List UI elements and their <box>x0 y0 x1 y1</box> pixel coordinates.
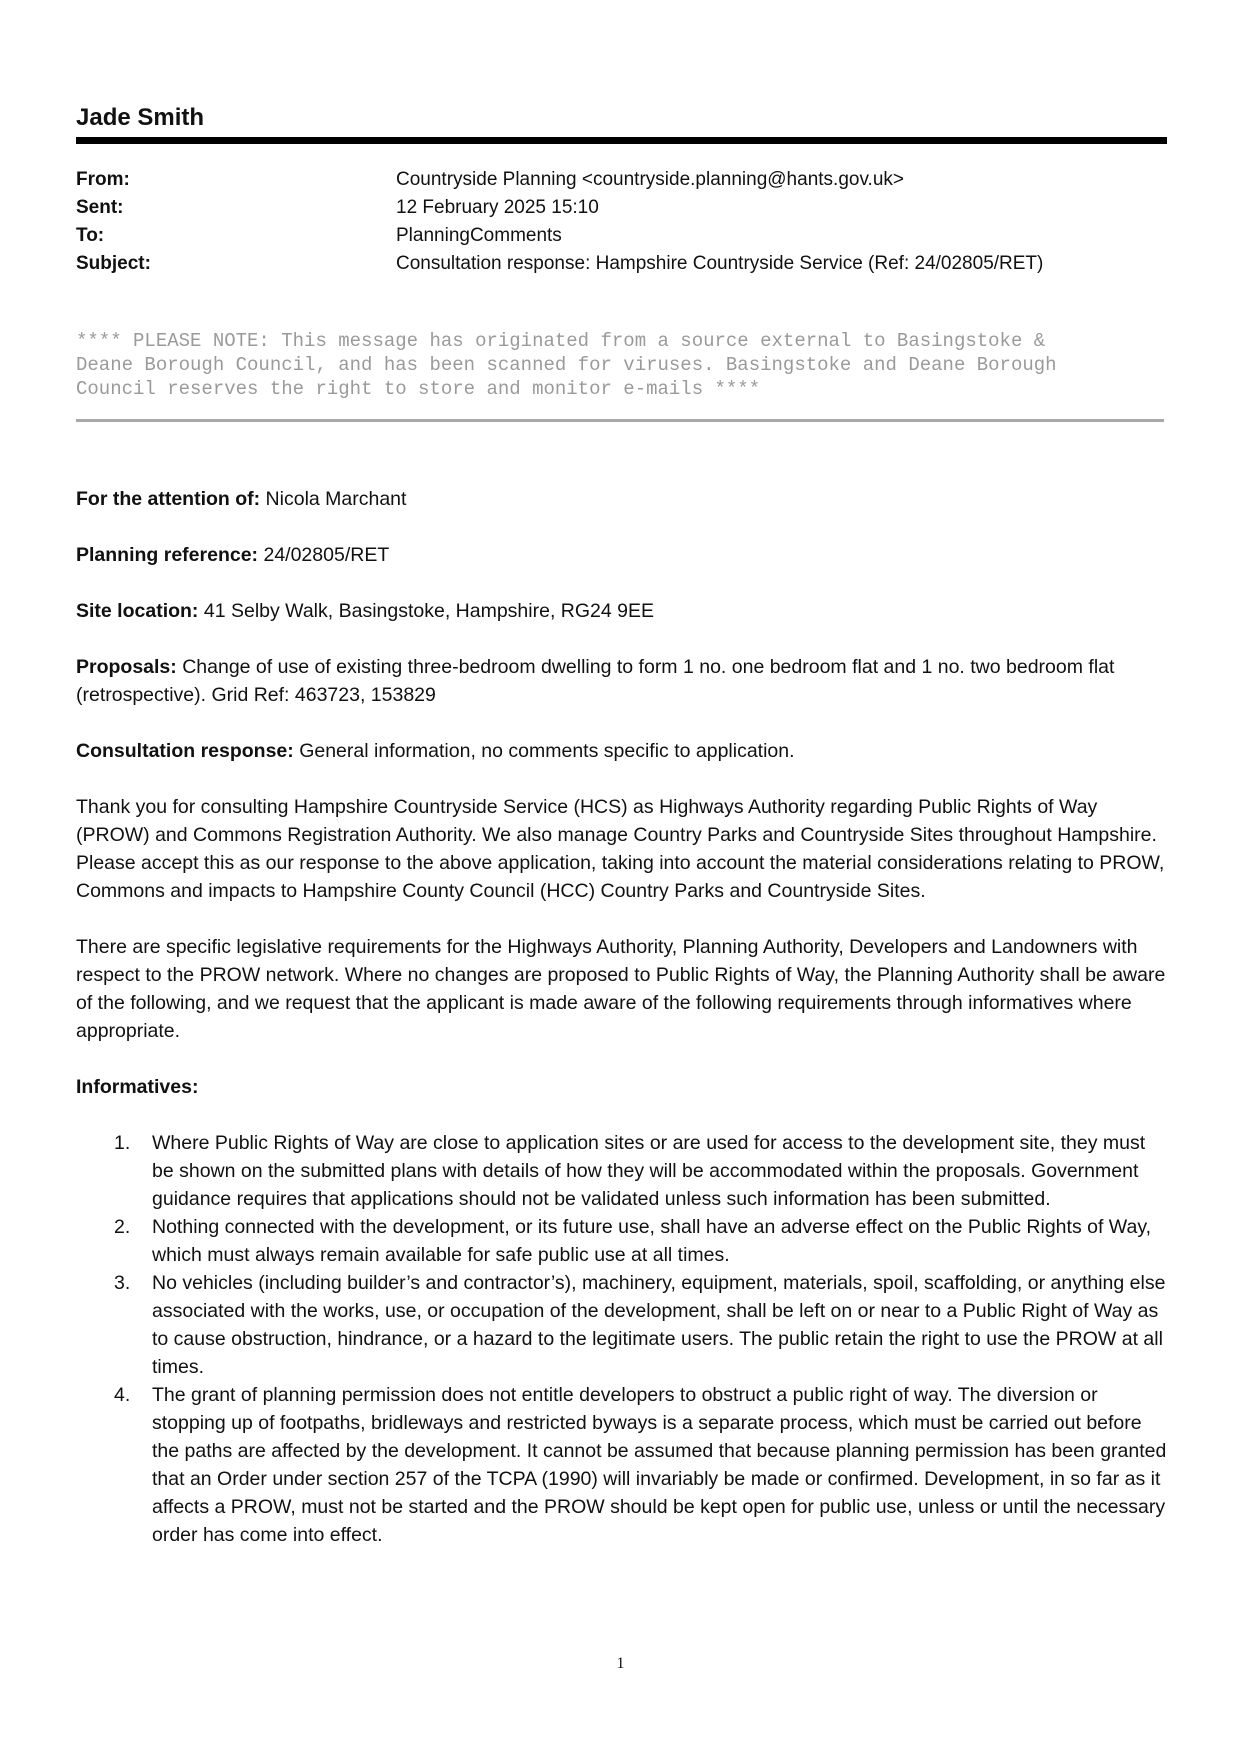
from-row <box>76 166 1176 194</box>
external-email-notice: **** PLEASE NOTE: This message has originated from a source external to Basingstoke & Deane Borough Council, and has been scanned for viruses. Basingstoke and Deane Borough Council reserves the right to store and monitor e-mails **** <box>76 330 1057 400</box>
list-item <box>76 1213 1171 1269</box>
sent-row <box>76 194 1176 222</box>
subject-value: Consultation response: Hampshire Countryside Service (Ref: 24/02805/RET) <box>396 253 1044 274</box>
list-item-number: 4. <box>114 1384 131 1406</box>
attention-line <box>76 485 1171 513</box>
subject-label: Subject: <box>76 253 151 274</box>
page-number: 1 <box>616 1655 625 1672</box>
planning-reference-value: 24/02805/RET <box>258 544 390 566</box>
proposals-label: Proposals: <box>76 656 177 678</box>
from-value: Countryside Planning <countryside.planning@hants.gov.uk> <box>396 169 904 190</box>
body-paragraph: Thank you for consulting Hampshire Countryside Service (HCS) as Highways Authority regarding Public Rights of Way (PROW) and Commons Registration Authority. We also manage Country Parks and Countryside Sites throughout Hampshire. Please accept this as our response to the above application, taking into account the material considerations relating to PROW, Commons and impacts to Hampshire County Council (HCC) Country Parks and Countryside Sites. <box>76 796 1165 902</box>
email-headers <box>76 166 1176 278</box>
planning-reference-label: Planning reference: <box>76 544 259 566</box>
notice-divider <box>76 419 1164 422</box>
subject-row <box>76 250 1176 278</box>
list-item-text: No vehicles (including builder’s and contractor’s), machinery, equipment, materials, spoil, scaffolding, or anything else associated with the works, use, or occupation of the development, shall be left on or near to a Public Right of Way as to cause obstruction, hindrance, or a hazard to the legitimate users. The public retain the right to use the PROW at all times. <box>152 1272 1166 1378</box>
attention-label: For the attention of: <box>76 488 261 510</box>
email-body <box>76 485 1171 1549</box>
sender-name: Jade Smith <box>76 104 205 131</box>
from-label: From: <box>76 169 130 190</box>
informatives-heading-text: Informatives: <box>76 1076 199 1098</box>
to-label: To: <box>76 225 105 246</box>
sent-value: 12 February 2025 15:10 <box>396 197 599 218</box>
header-divider <box>76 137 1167 144</box>
proposals-line <box>76 653 1171 709</box>
list-item-text: Where Public Rights of Way are close to application sites or are used for access to the development site, they must be shown on the submitted plans with details of how they will be accommodated within the proposals. Government guidance requires that applications should not be validated unless such information has been submitted. <box>152 1132 1146 1210</box>
list-item <box>76 1129 1171 1213</box>
proposals-value: Change of use of existing three-bedroom dwelling to form 1 no. one bedroom flat and 1 no. two bedroom flat (retrospective). Grid Ref: 463723, 153829 <box>76 656 1115 706</box>
sent-label: Sent: <box>76 197 124 218</box>
consultation-response-line <box>76 737 1171 765</box>
informatives-list <box>76 1129 1171 1549</box>
body-paragraph: There are specific legislative requirements for the Highways Authority, Planning Authority, Developers and Landowners with respect to the PROW network. Where no changes are proposed to Public Rights of Way, the Planning Authority shall be aware of the following, and we request that the applicant is made aware of the following requirements through informatives where appropriate. <box>76 936 1166 1042</box>
attention-value: Nicola Marchant <box>260 488 407 510</box>
list-item <box>76 1381 1171 1549</box>
informatives-heading <box>76 1073 1171 1101</box>
planning-reference-line <box>76 541 1171 569</box>
site-location-value: 41 Selby Walk, Basingstoke, Hampshire, RG24 9EE <box>198 600 655 622</box>
consultation-response-label: Consultation response: <box>76 740 294 762</box>
site-location-label: Site location: <box>76 600 199 622</box>
list-item-number: 2. <box>114 1216 131 1238</box>
list-item <box>76 1269 1171 1381</box>
consultation-response-value: General information, no comments specific to application. <box>293 740 795 762</box>
to-row <box>76 222 1176 250</box>
site-location-line <box>76 597 1171 625</box>
list-item-text: Nothing connected with the development, or its future use, shall have an adverse effect on the Public Rights of Way, which must always remain available for safe public use at all times. <box>152 1216 1152 1266</box>
list-item-text: The grant of planning permission does not entitle developers to obstruct a public right of way. The diversion or stopping up of footpaths, bridleways and restricted byways is a separate process, which must be carried out before the paths are affected by the development. It cannot be assumed that because planning permission has been granted that an Order under section 257 of the TCPA (1990) will invariably be made or confirmed. Development, in so far as it affects a PROW, must not be started and the PROW should be kept open for public use, unless or until the necessary order has come into effect. <box>152 1384 1167 1546</box>
to-value: PlanningComments <box>396 225 562 246</box>
list-item-number: 1. <box>114 1132 131 1154</box>
list-item-number: 3. <box>114 1272 131 1294</box>
